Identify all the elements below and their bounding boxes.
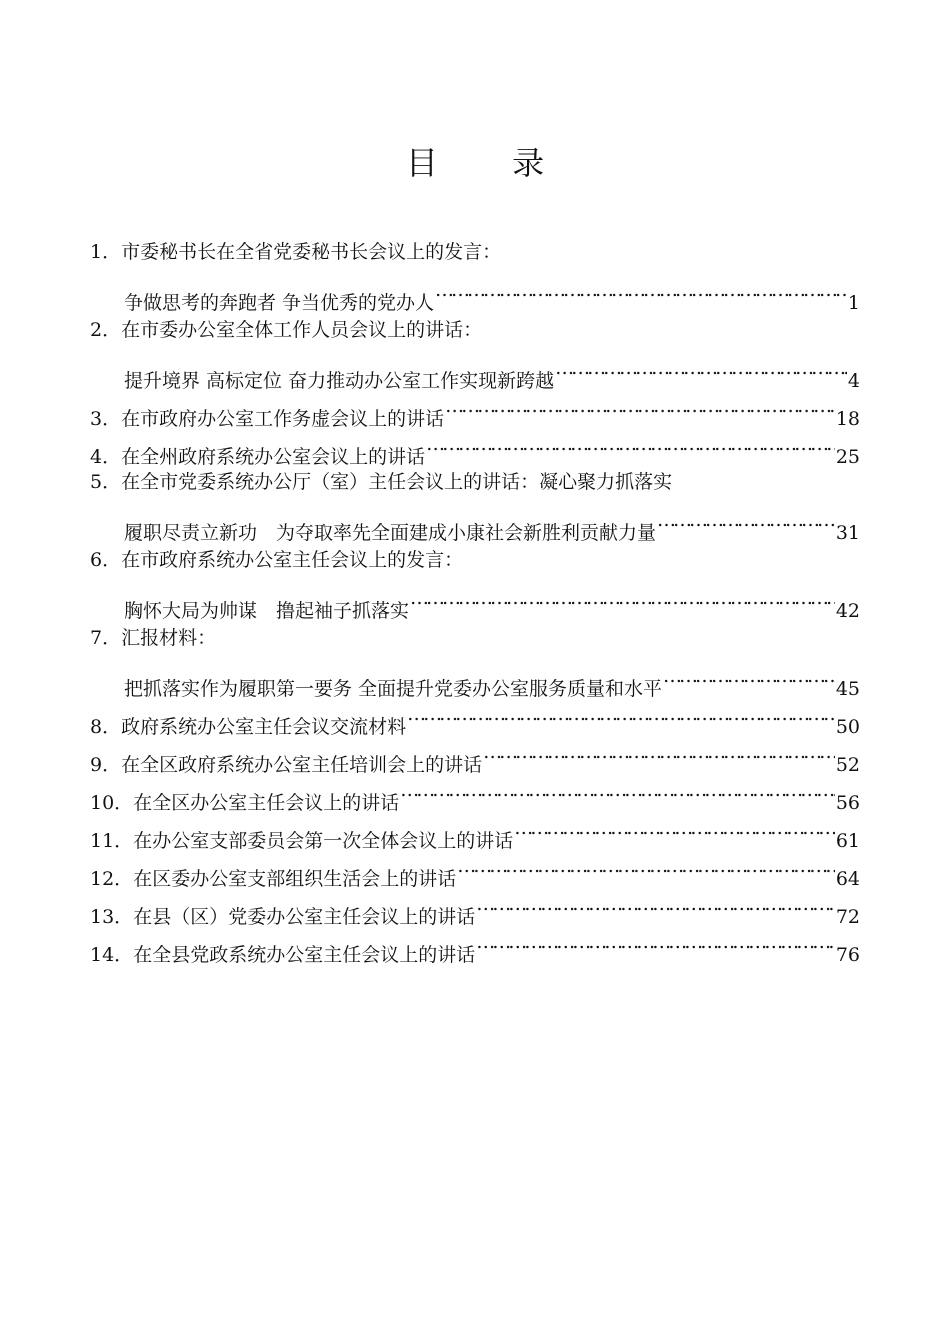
toc-entry-2[interactable] xyxy=(90,311,860,392)
toc-entry-number: 2． xyxy=(90,319,122,341)
toc-leader-dots xyxy=(657,501,835,539)
toc-entry-title: 在全区办公室主任会议上的讲话 xyxy=(133,792,400,814)
toc-entry-number: 4． xyxy=(90,446,122,468)
toc-page-number: 42 xyxy=(835,600,860,622)
toc-entry-title: 在全市党委系统办公厅（室）主任会议上的讲话：凝心聚力抓落实 xyxy=(121,471,673,493)
toc-entry-subtitle: 胸怀大局为帅谋 撸起袖子抓落实 xyxy=(124,600,410,622)
toc-page-number: 52 xyxy=(835,754,860,776)
page-title: 目 录 xyxy=(405,144,577,182)
toc-entry-5[interactable] xyxy=(90,463,860,544)
toc-entry-title: 在县（区）党委办公室主任会议上的讲话 xyxy=(133,906,476,928)
toc-page-number: 50 xyxy=(835,716,860,738)
toc-entry-number: 9． xyxy=(90,754,122,776)
toc-entry-subtitle: 争做思考的奔跑者 争当优秀的党办人 xyxy=(124,292,435,314)
toc-leader-dots xyxy=(400,771,835,809)
toc-leader-dots xyxy=(435,271,847,309)
toc-entry-number: 11． xyxy=(90,830,134,852)
toc-entry-subtitle: 把抓落实作为履职第一要务 全面提升党委办公室服务质量和水平 xyxy=(124,678,663,700)
toc-leader-dots xyxy=(555,349,847,387)
toc-page-number: 72 xyxy=(835,906,860,928)
toc-page-number: 1 xyxy=(847,292,860,314)
toc-leader-dots xyxy=(410,579,835,617)
toc-page-number: 76 xyxy=(835,944,860,966)
toc-entry-number: 13． xyxy=(90,906,134,928)
toc-leader-dots xyxy=(407,695,835,733)
toc-entry-subtitle: 履职尽责立新功 为夺取率先全面建成小康社会新胜利贡献力量 xyxy=(124,522,657,544)
toc-page-number: 4 xyxy=(847,370,860,392)
toc-entry-title: 在全州政府系统办公室会议上的讲话 xyxy=(121,446,426,468)
toc-entry-title: 市委秘书长在全省党委秘书长会议上的发言： xyxy=(121,241,502,263)
toc-entry-6[interactable] xyxy=(90,541,860,622)
table-of-contents xyxy=(90,233,860,966)
toc-entry-1[interactable] xyxy=(90,233,860,314)
toc-entry-number: 6． xyxy=(90,549,122,571)
toc-leader-dots xyxy=(483,733,835,771)
toc-entry-number: 8． xyxy=(90,716,122,738)
toc-leader-dots xyxy=(476,885,835,923)
toc-leader-dots xyxy=(476,923,835,961)
toc-entry-title: 政府系统办公室主任会议交流材料 xyxy=(121,716,407,738)
toc-entry-subtitle: 提升境界 高标定位 奋力推动办公室工作实现新跨越 xyxy=(124,370,555,392)
toc-entry-number: 1． xyxy=(90,241,122,263)
toc-leader-dots xyxy=(663,657,835,695)
toc-page-number: 25 xyxy=(835,446,860,468)
toc-entry-title: 在全县党政系统办公室主任会议上的讲话 xyxy=(133,944,476,966)
toc-entry-title: 在市政府系统办公室主任会议上的发言： xyxy=(121,549,464,571)
toc-page-number: 45 xyxy=(835,678,860,700)
toc-page-number: 64 xyxy=(835,868,860,890)
toc-entry-number: 12． xyxy=(90,868,134,890)
toc-entry-title: 在市政府办公室工作务虚会议上的讲话 xyxy=(121,408,445,430)
toc-entry-number: 14． xyxy=(90,944,134,966)
toc-page-number: 18 xyxy=(835,408,860,430)
toc-leader-dots xyxy=(457,847,835,885)
toc-entry-title: 在市委办公室全体工作人员会议上的讲话： xyxy=(121,319,483,341)
toc-entry-number: 5． xyxy=(90,471,122,493)
toc-entry-title: 在区委办公室支部组织生活会上的讲话 xyxy=(133,868,457,890)
toc-entry-title: 在办公室支部委员会第一次全体会议上的讲话 xyxy=(133,830,514,852)
toc-page-number: 56 xyxy=(835,792,860,814)
toc-page-number: 61 xyxy=(835,830,860,852)
toc-entry-7[interactable] xyxy=(90,619,860,700)
toc-leader-dots xyxy=(445,387,835,425)
toc-page-number: 31 xyxy=(835,522,860,544)
toc-leader-dots xyxy=(426,425,835,463)
toc-entry-number: 3． xyxy=(90,408,122,430)
toc-entry-title: 汇报材料： xyxy=(121,627,217,649)
toc-entry-number: 10． xyxy=(90,792,134,814)
toc-entry-number: 7． xyxy=(90,627,122,649)
toc-leader-dots xyxy=(514,809,835,847)
toc-entry-title: 在全区政府系统办公室主任培训会上的讲话 xyxy=(121,754,483,776)
